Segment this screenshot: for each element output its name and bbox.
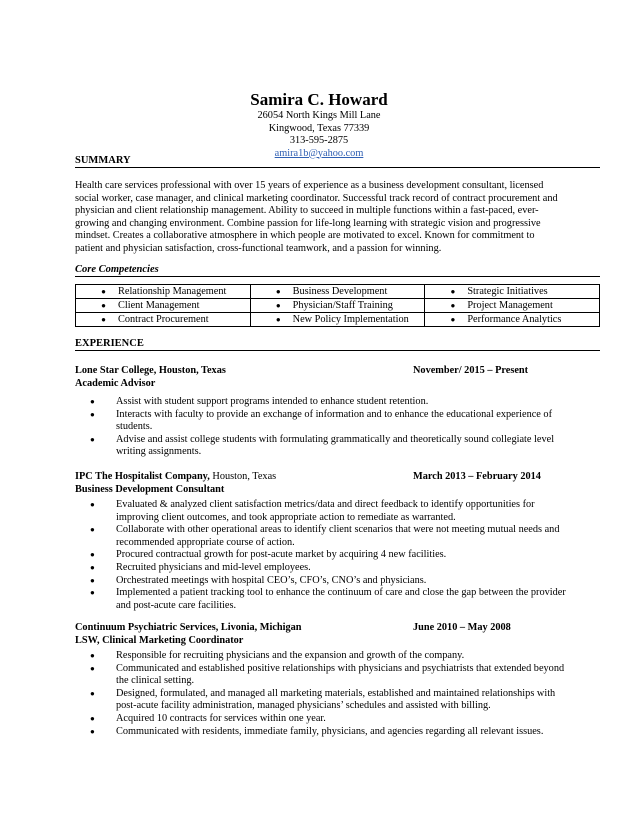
list-item	[75, 713, 566, 726]
bullet-icon: ●	[275, 301, 281, 310]
competency-cell	[76, 299, 251, 313]
job-entry	[75, 621, 600, 738]
bullet-icon: ●	[90, 651, 95, 660]
bullet-text: Designed, formulated, and managed all marketing materials, established and maintained relationships with post-acute facility administration, managed physicians’ schedules and assisted with billing.	[116, 687, 556, 712]
bullet-icon: ●	[90, 688, 95, 698]
competency-label: Strategic Initiatives	[467, 286, 548, 297]
bullet-text: Orchestrated meetings with hospital CEO’s, CFO’s, CNO’s and physicians.	[116, 574, 427, 586]
bullet-text: Collaborate with other operational areas to identify client scenarios that were not meeting mutual needs and recommended appropriate course of action.	[116, 524, 560, 548]
bullet-text: Implemented a patient tracking tool to enhance the continuum of care and close the gap between the provider and post-acute care facilities.	[116, 587, 566, 611]
list-item	[75, 688, 566, 713]
bullet-icon: ●	[90, 562, 95, 572]
competency-row	[76, 299, 600, 313]
job-location: Houston, Texas	[209, 471, 277, 482]
bullet-icon: ●	[101, 287, 106, 296]
bullet-text: Evaluated & analyzed client satisfaction metrics/data and direct feedback to identify opportunities for improving client outcomes, and took appropriate action to remediate as warranted.	[116, 499, 535, 523]
competency-label: New Policy Implementation	[292, 314, 409, 325]
job-title: LSW, Clinical Marketing Coordinator	[75, 635, 244, 646]
bullet-icon: ●	[450, 315, 456, 324]
job-bullets	[75, 499, 600, 612]
competency-label: Business Development	[292, 286, 388, 297]
email-link[interactable]: amira1b@yahoo.com	[274, 147, 364, 159]
bullet-text: Acquired 10 contracts for services within one year.	[116, 712, 326, 724]
competency-label: Relationship Management	[118, 286, 227, 297]
list-item	[75, 650, 566, 663]
competency-cell	[425, 285, 600, 299]
competency-cell	[250, 313, 425, 327]
job-dates: March 2013 – February 2014	[413, 471, 541, 482]
list-item	[75, 587, 566, 612]
bullet-icon: ●	[90, 588, 95, 598]
bullet-icon: ●	[90, 500, 95, 509]
bullet-icon: ●	[90, 663, 95, 673]
job-entry	[75, 470, 600, 612]
bullet-text: Procured contractual growth for post-acute market by acquiring 4 new facilities.	[116, 549, 447, 561]
job-dates: June 2010 – May 2008	[413, 622, 511, 633]
bullet-icon: ●	[90, 434, 95, 444]
bullet-text: Communicated with residents, immediate family, physicians, and agencies regarding all relevant issues.	[116, 725, 544, 737]
bullet-text: Recruited physicians and mid-level employees.	[116, 561, 311, 573]
job-organization	[75, 364, 226, 377]
competency-cell	[250, 285, 425, 299]
summary-heading: SUMMARY	[75, 155, 600, 168]
bullet-icon: ●	[450, 287, 456, 296]
bullet-icon: ●	[275, 315, 281, 324]
job-organization	[75, 470, 276, 483]
bullet-icon: ●	[90, 397, 95, 406]
job-title: Business Development Consultant	[75, 484, 225, 495]
competency-row	[76, 285, 600, 299]
bullet-icon: ●	[90, 550, 95, 560]
competency-cell	[250, 299, 425, 313]
list-item	[75, 524, 566, 549]
bullet-icon: ●	[101, 301, 106, 310]
list-item	[75, 663, 566, 688]
competency-label: Performance Analytics	[467, 314, 562, 325]
list-item	[75, 396, 566, 409]
phone-number: 313-595-2875	[289, 135, 349, 146]
competency-row	[76, 313, 600, 327]
bullet-text: Responsible for recruiting physicians and the expansion and growth of the company.	[116, 650, 465, 661]
list-item	[75, 499, 566, 524]
competencies-heading: Core Competencies	[75, 264, 600, 277]
job-dates: November/ 2015 – Present	[413, 365, 529, 376]
list-item	[75, 562, 566, 575]
list-item	[75, 409, 566, 434]
job-org-name: Continuum Psychiatric Services, Livonia, Michigan	[75, 622, 302, 633]
bullet-icon: ●	[450, 301, 456, 310]
competency-label: Contract Procurement	[118, 314, 209, 325]
address-line-1: 26054 North Kings Mill Lane	[257, 110, 381, 121]
job-title: Academic Advisor	[75, 378, 156, 389]
bullet-text: Advise and assist college students with formulating grammatically and theoretically sound collegiate level writing assignments.	[116, 433, 555, 458]
bullet-text: Assist with student support programs intended to enhance student retention.	[116, 396, 429, 407]
list-item	[75, 575, 566, 588]
summary-text: Health care services professional with over 15 years of experience as a business development consultant, licensed social worker, case manager, and clinical marketing coordinator. Successful track record of contract procurement and physician and client relationship management. Ability to succeed in multiple functions within a fast-paced, ever-growing and changing environment. Combine passion for life-long learning with strategic vision and progressive mindset. Creates a collaborative atmosphere in which people are motivated to excel. Known for commitment to patient and physician satisfaction, cross-functional teamwork, and a passion for winning.	[75, 180, 558, 254]
bullet-icon: ●	[90, 726, 95, 736]
job-entry	[75, 364, 600, 459]
resume-header	[0, 90, 638, 160]
bullet-text: Interacts with faculty to provide an exchange of information and to enhance the educational experience of students.	[116, 408, 553, 433]
list-item	[75, 726, 566, 739]
bullet-icon: ●	[275, 287, 281, 296]
competency-cell	[425, 299, 600, 313]
list-item	[75, 549, 566, 562]
competency-cell	[76, 285, 251, 299]
competency-cell	[425, 313, 600, 327]
bullet-icon: ●	[90, 575, 95, 585]
address-line-2: Kingwood, Texas 77339	[268, 122, 370, 134]
competency-label: Physician/Staff Training	[292, 300, 393, 311]
competency-cell	[76, 313, 251, 327]
job-bullets	[75, 650, 600, 738]
bullet-text: Communicated and established positive relationships with physicians and psychiatrists that extended beyond the clinical setting.	[116, 662, 565, 687]
experience-heading: EXPERIENCE	[75, 338, 600, 351]
candidate-name: Samira C. Howard	[250, 90, 388, 109]
job-organization	[75, 621, 302, 634]
job-bullets	[75, 396, 600, 459]
list-item	[75, 434, 566, 459]
job-org-name: Lone Star College, Houston, Texas	[75, 365, 226, 376]
bullet-icon: ●	[90, 409, 95, 419]
bullet-icon: ●	[90, 525, 95, 535]
competencies-table	[75, 284, 600, 327]
bullet-icon: ●	[90, 713, 95, 723]
job-org-name: IPC The Hospitalist Company,	[75, 471, 210, 482]
competency-label: Client Management	[118, 300, 200, 311]
bullet-icon: ●	[101, 315, 106, 324]
competency-label: Project Management	[467, 300, 553, 311]
